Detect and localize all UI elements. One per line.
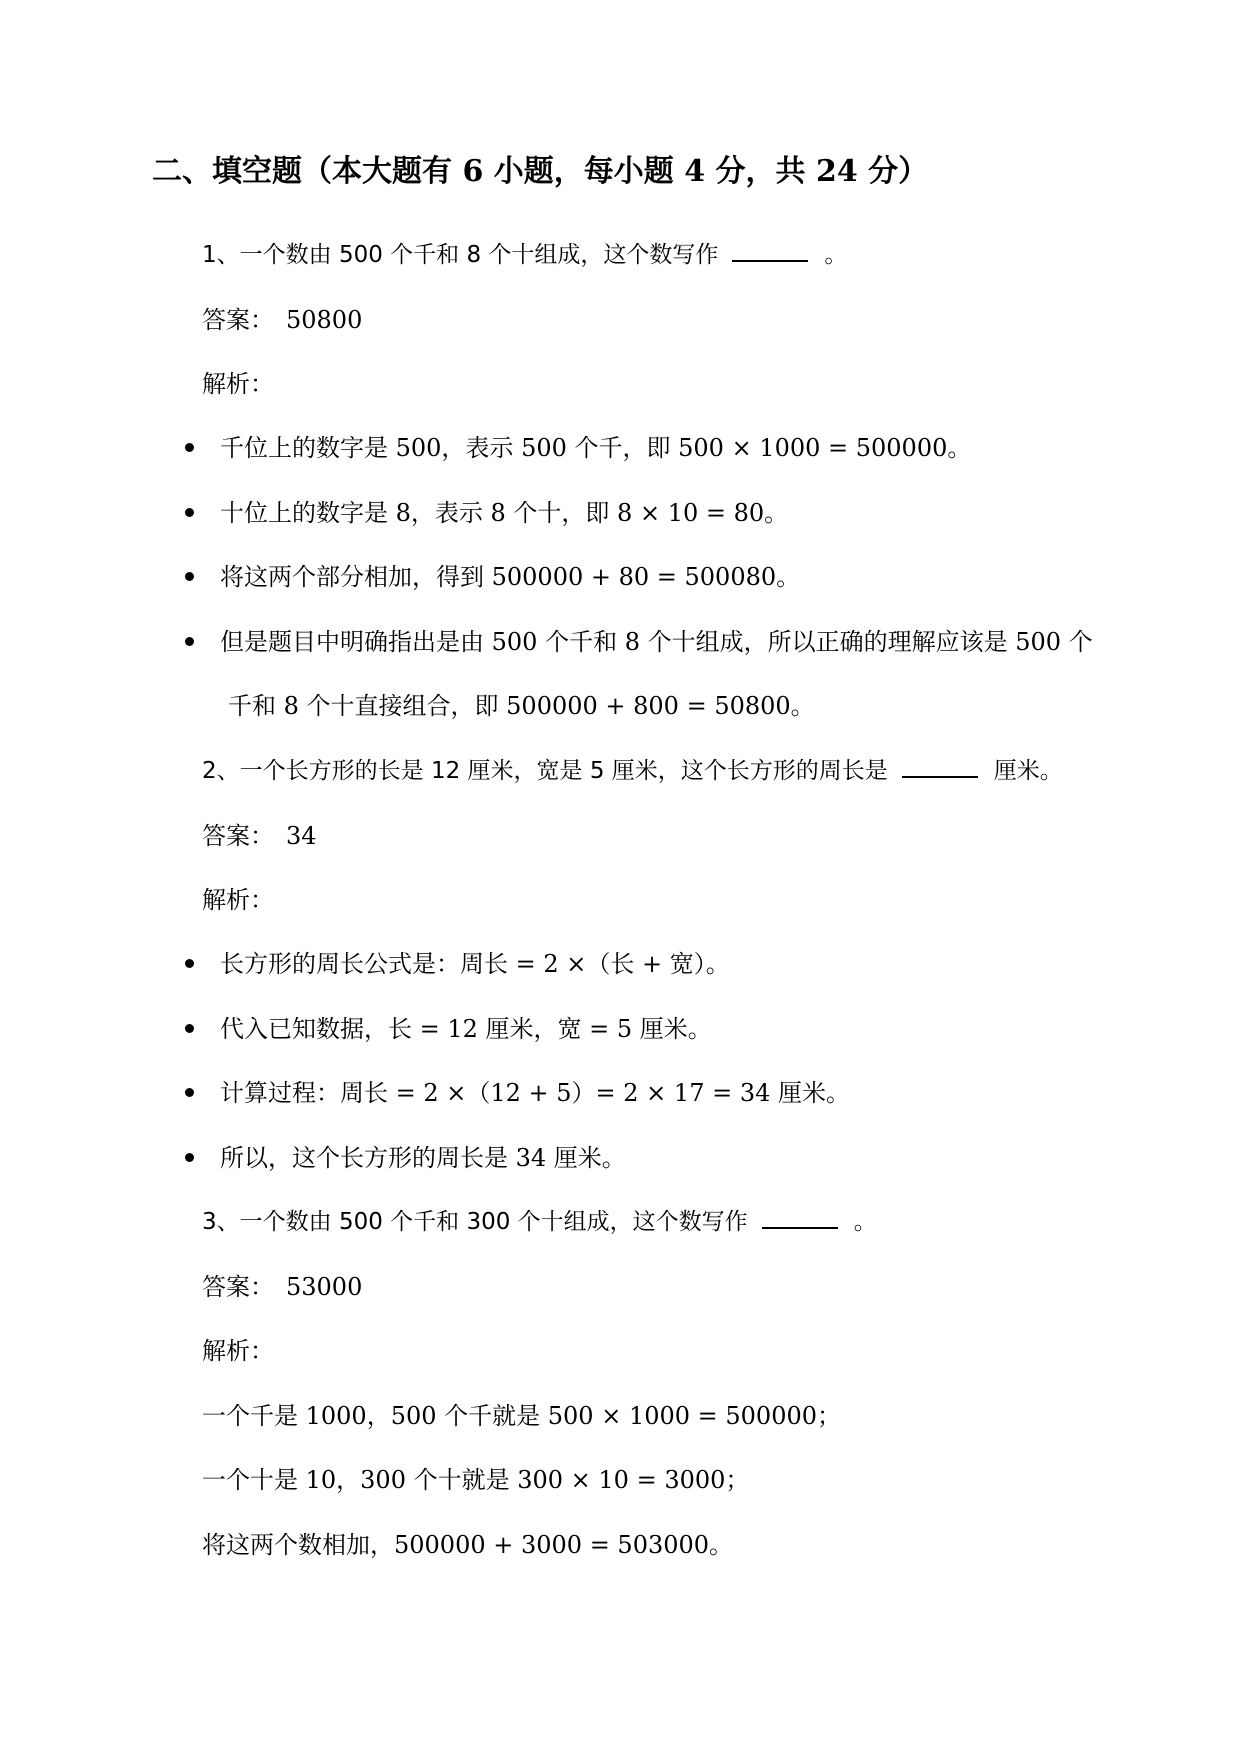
question-1-end: 。 — [824, 242, 848, 268]
list-item: 长方形的周长公式是：周长 = 2 ×（长 + 宽）。 — [185, 944, 730, 984]
bullet-icon — [185, 1024, 194, 1033]
answer-blank — [762, 1205, 838, 1229]
question-1 — [202, 235, 847, 275]
section-title: 二、填空题（本大题有 6 小题，每小题 4 分，共 24 分） — [152, 154, 929, 189]
list-item: 将这两个部分相加，得到 500000 + 80 = 500080。 — [185, 557, 800, 597]
bullet-icon — [185, 443, 194, 452]
question-2-text: 2、一个长方形的长是 12 厘米，宽是 5 厘米，这个长方形的周长是 — [202, 758, 888, 784]
list-item: 但是题目中明确指出是由 500 个千和 8 个十组成，所以正确的理解应该是 500 个 — [185, 622, 1093, 662]
question-3 — [202, 1202, 877, 1242]
bullet-icon — [185, 1088, 194, 1097]
list-item: 代入已知数据，长 = 12 厘米，宽 = 5 厘米。 — [185, 1009, 712, 1049]
analysis-line: 将这两个数相加，500000 + 3000 = 503000。 — [202, 1531, 734, 1559]
answer-blank — [732, 238, 808, 262]
analysis-line: 一个十是 10，300 个十就是 300 × 10 = 3000； — [202, 1466, 750, 1494]
question-3-end: 。 — [853, 1209, 877, 1235]
question-2-analysis-label: 解析： — [202, 886, 274, 914]
bullet-icon — [185, 637, 194, 646]
question-3-text: 3、一个数由 500 个千和 300 个十组成，这个数写作 — [202, 1209, 748, 1235]
question-2-end: 厘米。 — [993, 758, 1063, 784]
answer-blank — [902, 754, 978, 778]
list-item: 十位上的数字是 8，表示 8 个十，即 8 × 10 = 80。 — [185, 493, 788, 533]
question-1-answer: 答案： 50800 — [202, 306, 363, 334]
bullet-icon — [185, 508, 194, 517]
question-2 — [202, 751, 1063, 791]
question-2-answer: 答案： 34 — [202, 822, 317, 850]
question-1-text: 1、一个数由 500 个千和 8 个十组成，这个数写作 — [202, 242, 719, 268]
question-3-answer: 答案： 53000 — [202, 1273, 363, 1301]
list-item: 所以，这个长方形的周长是 34 厘米。 — [185, 1138, 626, 1178]
analysis-line: 一个千是 1000，500 个千就是 500 × 1000 = 500000； — [202, 1402, 842, 1430]
list-item: 计算过程：周长 = 2 ×（12 + 5）= 2 × 17 = 34 厘米。 — [185, 1073, 850, 1113]
bullet-icon — [185, 572, 194, 581]
question-3-analysis-label: 解析： — [202, 1337, 274, 1365]
question-1-analysis-label: 解析： — [202, 370, 274, 398]
list-item: 千位上的数字是 500，表示 500 个千，即 500 × 1000 = 500000。 — [185, 428, 971, 468]
list-item-continuation: 千和 8 个十直接组合，即 500000 + 800 = 50800。 — [228, 692, 815, 720]
bullet-icon — [185, 959, 194, 968]
bullet-icon — [185, 1153, 194, 1162]
